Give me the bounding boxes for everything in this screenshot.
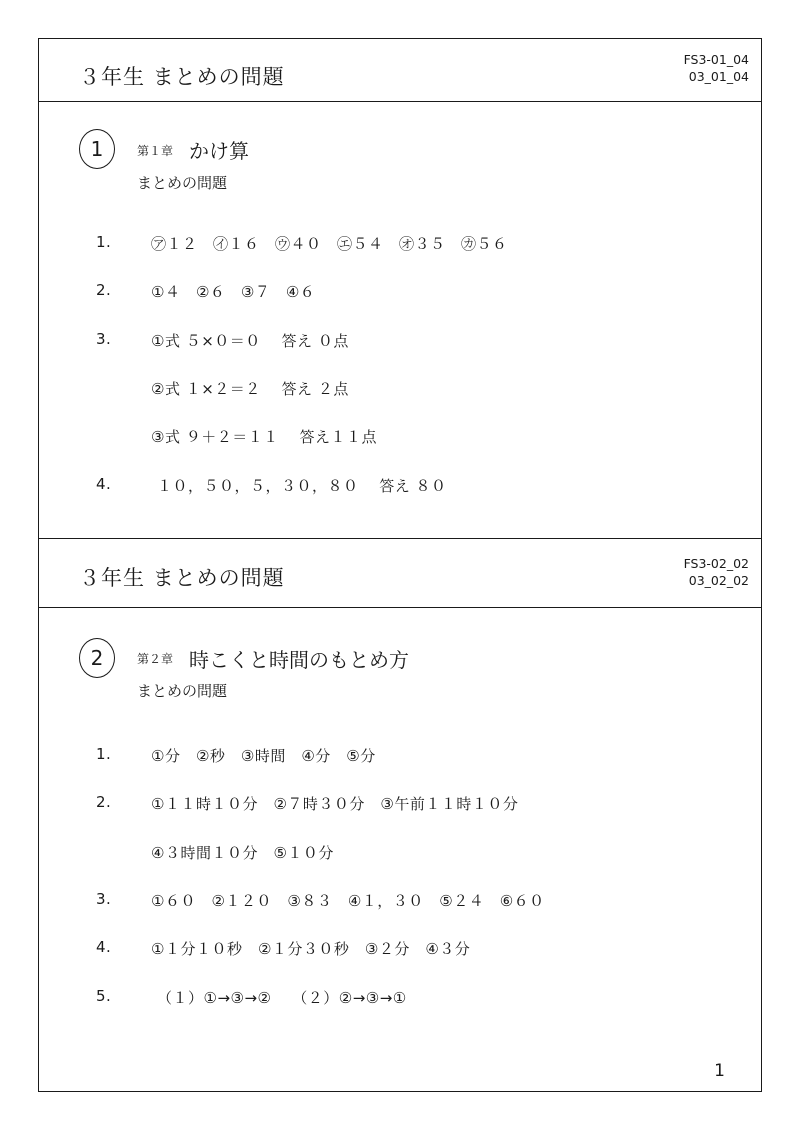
section2-answer1-num: 1. — [96, 745, 112, 763]
section2-code-line2: 03_02_02 — [688, 573, 749, 588]
section2-answer1-text: ①分 ②秒 ③時間 ④分 ⑤分 — [151, 747, 376, 765]
section1-answer3c-text: ③式 ９＋２＝１１ 答え１１点 — [151, 428, 377, 446]
section1-chapter-title: かけ算 — [189, 139, 249, 163]
section1-answer1-text: ㋐１２ ㋑１６ ㋒４０ ㋓５４ ㋔３５ ㋕５６ — [151, 235, 508, 253]
section2-header-title: ３年生 まとめの問題 — [79, 566, 285, 590]
section1-subtitle: まとめの問題 — [137, 174, 228, 192]
section1-answer1-num: 1. — [96, 233, 112, 251]
section2-answer5-num: 5. — [96, 987, 112, 1005]
section1-chapter-label: 第１章 — [137, 144, 174, 158]
section1-answer3-num: 3. — [96, 330, 112, 348]
section1-answer2-num: 2. — [96, 281, 112, 299]
section2-answer4-text: ①１分１０秒 ②１分３０秒 ③２分 ④３分 — [151, 940, 471, 958]
section2-answer2-num: 2. — [96, 793, 112, 811]
section2-answer3-num: 3. — [96, 890, 112, 908]
section2-number-circle: 2 — [79, 638, 115, 678]
section1-answer3-text: ①式 ５×０＝０ 答え ０点 — [151, 332, 349, 350]
page-number: 1 — [714, 1061, 725, 1081]
section1-code-line1: FS3-01_04 — [683, 52, 749, 67]
section2-answer2b-text: ④３時間１０分 ⑤１０分 — [151, 844, 334, 862]
section1-header-title: ３年生 まとめの問題 — [79, 65, 285, 89]
section2-answer4-num: 4. — [96, 938, 112, 956]
section2-answer2-text: ①１１時１０分 ②７時３０分 ③午前１１時１０分 — [151, 795, 519, 813]
section1-code-line2: 03_01_04 — [688, 69, 749, 84]
section2-header-divider — [39, 607, 761, 608]
section2-code — [684, 555, 749, 589]
section2-chapter-label: 第２章 — [137, 652, 174, 666]
section2-code-line1: FS3-02_02 — [683, 556, 749, 571]
section2-answer3-text: ①６０ ②１２０ ③８３ ④１，３０ ⑤２４ ⑥６０ — [151, 892, 545, 910]
section1-answer3b-text: ②式 １×２＝２ 答え ２点 — [151, 380, 349, 398]
worksheet-frame — [38, 38, 762, 1092]
section1-code — [684, 51, 749, 85]
section1-header-divider — [39, 101, 761, 102]
section1-number-circle: 1 — [79, 129, 115, 169]
section2-subtitle: まとめの問題 — [137, 682, 228, 700]
section1-answer2-text: ①４ ②６ ③７ ④６ — [151, 283, 316, 301]
section-divider — [39, 538, 761, 539]
section2-answer5-text: （１）①→③→② （２）②→③→① — [157, 989, 407, 1007]
section1-answer4-text: １０，５０，５，３０，８０ 答え ８０ — [157, 477, 447, 495]
section2-chapter-title: 時こくと時間のもとめ方 — [189, 648, 409, 672]
section1-answer4-num: 4. — [96, 475, 112, 493]
